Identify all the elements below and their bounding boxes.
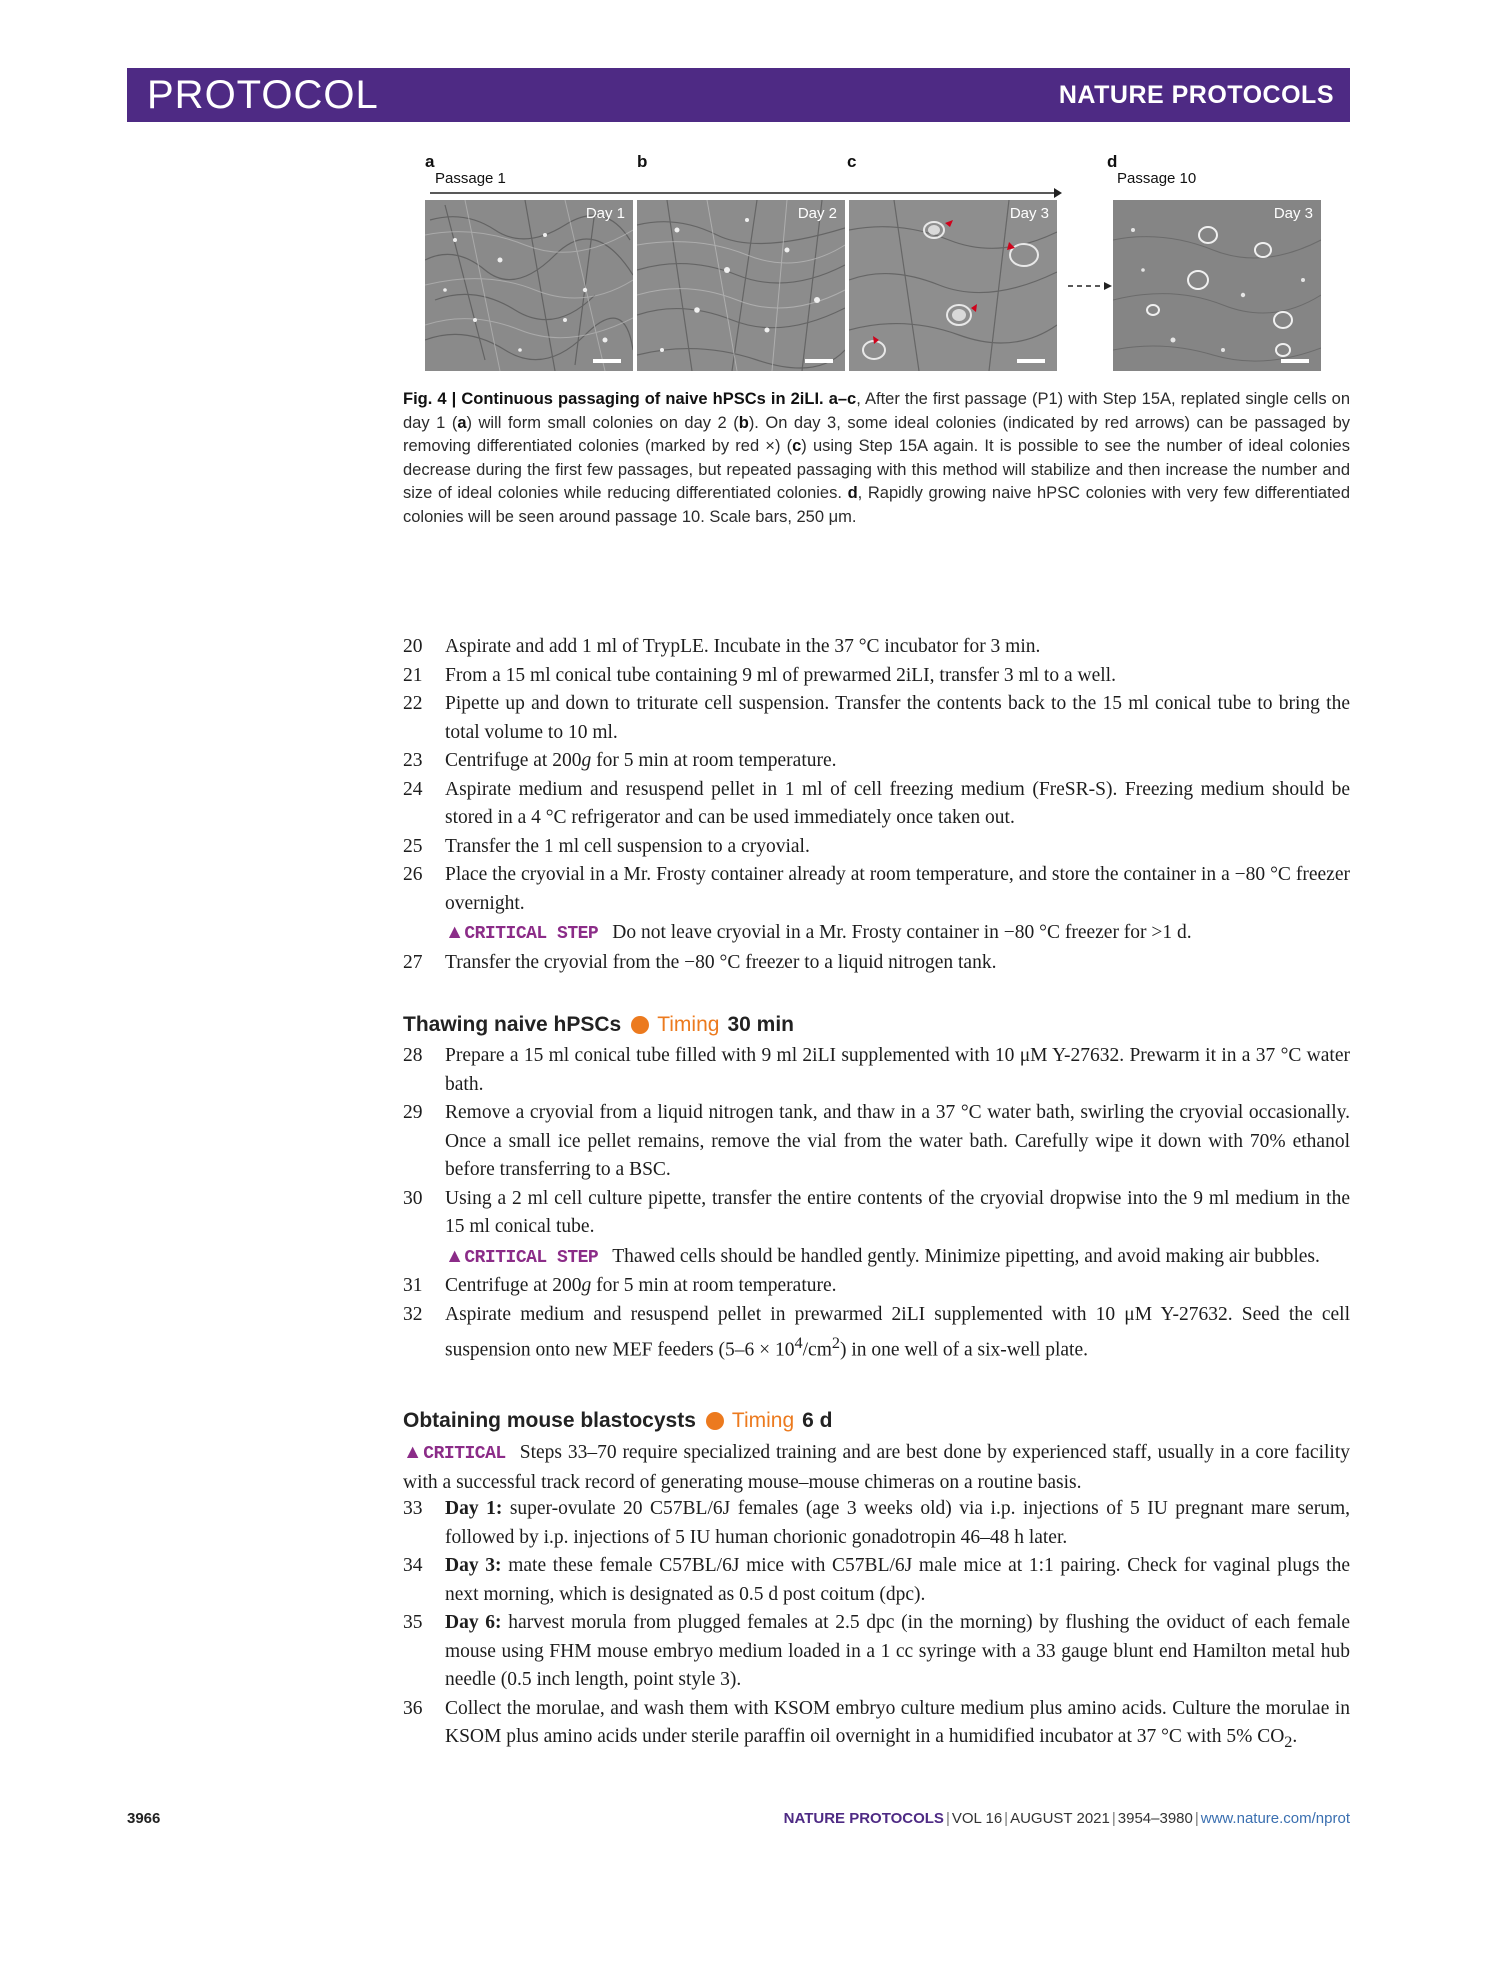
footer-separator: | [1111, 1810, 1116, 1827]
step-text [445, 1609, 1350, 1695]
footer-separator: | [1194, 1810, 1199, 1827]
dashed-arrow [1068, 280, 1112, 292]
step-text: Transfer the cryovial from the −80 °C freezer to a liquid nitrogen tank. [445, 951, 997, 973]
step-number: 34 [403, 1555, 423, 1576]
timing-dot-icon [631, 1016, 649, 1034]
header-protocol-label: PROTOCOL [147, 72, 379, 117]
step-text [445, 747, 1350, 776]
step-21 [403, 662, 1350, 691]
step-text: Transfer the 1 ml cell suspension to a cryovial. [445, 835, 810, 857]
step-text-part: /cm [802, 1339, 832, 1361]
step-number: 31 [403, 1275, 423, 1296]
step-text [445, 1495, 1350, 1552]
timing-label: Timing [731, 1409, 795, 1432]
micrograph-texture [425, 200, 633, 371]
micrograph-day1 [425, 200, 633, 371]
timing-value: 30 min [727, 1013, 794, 1036]
passage-label-10: Passage 10 [1117, 170, 1197, 187]
steps-freezing [403, 633, 1350, 977]
step-number: 24 [403, 778, 423, 800]
caption-ref-d: d [847, 484, 858, 502]
micrograph-texture [1113, 200, 1321, 371]
micrograph-texture [849, 200, 1057, 371]
step-27 [403, 949, 1350, 978]
step-text [445, 1695, 1350, 1757]
step-33 [403, 1495, 1350, 1552]
g-unit: g [581, 1275, 592, 1296]
step-text-part: ) in one well of a six-well plate. [840, 1339, 1089, 1361]
footer-date: AUGUST 2021 [1010, 1810, 1110, 1827]
critical-triangle-icon: ▲ [445, 921, 465, 943]
step-29 [403, 1099, 1350, 1185]
footer-journal: NATURE PROTOCOLS [783, 1810, 944, 1827]
micrograph-day3 [849, 200, 1057, 371]
section-title: Obtaining mouse blastocysts [403, 1409, 696, 1432]
passage-label-1: Passage 1 [435, 170, 506, 187]
critical-triangle-icon: ▲ [403, 1441, 424, 1463]
footer-separator: | [945, 1810, 950, 1827]
step-text-part: Centrifuge at 200 [445, 1275, 582, 1296]
step-text-part: . [1292, 1726, 1298, 1747]
micrograph-day2 [637, 200, 845, 371]
critical-text: Thawed cells should be handled gently. Minimize pipetting, and avoid making air bubbles. [612, 1245, 1320, 1267]
critical-triangle-icon: ▲ [445, 1244, 465, 1267]
footer-volume: VOL 16 [951, 1810, 1003, 1827]
superscript: 2 [831, 1334, 840, 1352]
steps-mouse [403, 1495, 1350, 1756]
step-text: Place the cryovial in a Mr. Frosty container already at room temperature, and store the container in a −80 °C freezer overnight. [445, 864, 1350, 914]
step-24 [403, 776, 1350, 833]
timing-dot-icon [706, 1412, 724, 1430]
steps-thawing [403, 1042, 1350, 1365]
timing-label: Timing [657, 1013, 720, 1036]
figure-caption [403, 388, 1350, 529]
page-number: 3966 [127, 1810, 161, 1827]
section-heading-thawing [403, 1013, 794, 1037]
caption-text: ) will form small colonies on day 2 ( [466, 413, 739, 432]
day-label: Day 3: [445, 1555, 502, 1576]
caption-ref-a: a [457, 413, 467, 432]
step-number: 20 [403, 636, 423, 657]
footer-pages: 3954–3980 [1117, 1810, 1193, 1827]
subscript: 2 [1284, 1732, 1293, 1751]
timeline-arrow [430, 187, 1062, 199]
step-text-part: for 5 min at room temperature. [591, 750, 837, 771]
day-label-b: Day 2 [797, 205, 837, 222]
step-text-part: super-ovulate 20 C57BL/6J females (age 3 weeks old) via i.p. injections of 5 IU pregnant mare serum, followed by i.p. injections of 5 IU human chorionic gonadotropin 46–48 h later. [445, 1498, 1350, 1548]
step-text-part: Centrifuge at 200 [445, 750, 582, 771]
step-text-part: Aspirate medium and resuspend pellet in prewarmed 2iLI supplemented with 10 μM Y-27632. Seed the cell suspension onto new MEF feeders (5–6 × 10 [445, 1303, 1350, 1361]
step-number: 30 [403, 1187, 423, 1209]
step-number: 36 [403, 1697, 423, 1719]
step-25 [403, 833, 1350, 862]
caption-ref-b: b [738, 413, 749, 432]
panel-letter-c: c [847, 152, 857, 171]
step-number: 32 [403, 1303, 423, 1325]
panel-letter-a: a [425, 152, 435, 171]
figure-4 [0, 0, 1489, 560]
header-journal-label: NATURE PROTOCOLS [1058, 80, 1334, 109]
panel-letter-b: b [637, 152, 648, 171]
micrograph-passage10 [1113, 200, 1321, 371]
panel-letter-d: d [1107, 152, 1118, 171]
scale-bar-c [1017, 359, 1045, 363]
step-26 [403, 861, 1350, 918]
critical-step-26 [403, 918, 1350, 949]
step-text [445, 1272, 1350, 1301]
step-32 [403, 1301, 1350, 1366]
caption-ref-c: c [792, 437, 802, 455]
critical-label: CRITICAL STEP [464, 924, 599, 944]
step-text [445, 1301, 1350, 1366]
step-text [445, 1552, 1350, 1609]
step-36 [403, 1695, 1350, 1757]
critical-label: CRITICAL STEP [464, 1247, 599, 1268]
step-number: 25 [403, 835, 423, 857]
footer-separator: | [1004, 1810, 1009, 1827]
step-text-part: for 5 min at room temperature. [591, 1275, 837, 1296]
step-number: 33 [403, 1498, 423, 1519]
day-label-c: Day 3 [1009, 205, 1049, 222]
caption-text: , After the first passage (P1) with Step 15A, replated single cells on day 1 ( [403, 390, 1350, 432]
step-number: 28 [403, 1045, 423, 1066]
caption-text: ). On day 3, some ideal colonies (indicated by red arrows) can be passaged by removing differentiated colonies (marked by red ×) ( [403, 413, 1351, 455]
footer-url-link[interactable]: www.nature.com/nprot [1200, 1810, 1350, 1827]
critical-mouse [403, 1438, 1350, 1497]
critical-label: CRITICAL [423, 1444, 506, 1464]
step-number: 35 [403, 1612, 423, 1633]
step-text: From a 15 ml conical tube containing 9 ml of prewarmed 2iLI, transfer 3 ml to a well. [445, 664, 1116, 686]
step-28 [403, 1042, 1350, 1099]
day-label-a: Day 1 [585, 205, 625, 222]
step-20 [403, 633, 1350, 662]
g-unit: g [581, 750, 592, 771]
caption-text: , Rapidly growing naive hPSC colonies with very few differentiated colonies will be seen around passage 10. Scale bars, 250 μm. [403, 484, 1351, 526]
step-number: 26 [403, 864, 423, 885]
caption-text: ) using Step 15A again. It is possible to see the number of ideal colonies decrease during the first few passages, but repeated passaging with this method will stabilize and then increase the number and size of ideal colonies while reducing differentiated colonies. [403, 437, 1350, 502]
step-35 [403, 1609, 1350, 1695]
step-text: Prepare a 15 ml conical tube filled with 9 ml 2iLI supplemented with 10 μM Y-27632. Prewarm it in a 37 °C water bath. [445, 1045, 1350, 1095]
critical-step-30 [403, 1242, 1350, 1273]
superscript: 4 [794, 1334, 803, 1352]
scale-bar-b [805, 359, 833, 363]
step-text: Aspirate and add 1 ml of TrypLE. Incubate in the 37 °C incubator for 3 min. [445, 636, 1041, 657]
step-number: 21 [403, 664, 423, 686]
step-text: Remove a cryovial from a liquid nitrogen tank, and thaw in a 37 °C water bath, swirling the cryovial occasionally. Once a small ice pellet remains, remove the vial from the water bath. Carefully wipe it down with 70% ethanol before transferring to a BSC. [445, 1102, 1350, 1180]
step-23 [403, 747, 1350, 776]
section-title: Thawing naive hPSCs [403, 1013, 622, 1036]
step-31 [403, 1272, 1350, 1301]
step-number: 29 [403, 1102, 423, 1123]
step-text: Aspirate medium and resuspend pellet in 1 ml of cell freezing medium (FreSR-S). Freezing medium should be stored in a 4 °C refrigerator and can be used immediately once taken out. [445, 778, 1350, 828]
footer-citation [784, 1810, 1350, 1827]
step-text-part: mate these female C57BL/6J mice with C57BL/6J male mice at 1:1 pairing. Check for vaginal plugs the next morning, which is designated as 0.5 d post coitum (dpc). [445, 1555, 1350, 1605]
step-34 [403, 1552, 1350, 1609]
timing-value: 6 d [802, 1409, 833, 1432]
step-30 [403, 1185, 1350, 1242]
micrograph-texture [637, 200, 845, 371]
scale-bar-a [593, 359, 621, 363]
critical-text: Do not leave cryovial in a Mr. Frosty container in −80 °C freezer for >1 d. [612, 922, 1192, 943]
step-number: 23 [403, 750, 423, 771]
caption-ac-label: a–c [828, 390, 857, 408]
step-text-part: harvest morula from plugged females at 2.5 dpc (in the morning) by flushing the oviduct of each female mouse using FHM mouse embryo medium loaded in a 1 cc syringe with a 33 gauge blunt end Hamilton metal hub needle (0.5 inch length, point style 3). [445, 1612, 1350, 1690]
step-text: Pipette up and down to triturate cell suspension. Transfer the contents back to the 15 ml conical tube to bring the total volume to 10 ml. [445, 693, 1350, 743]
step-text-part: Collect the morulae, and wash them with KSOM embryo culture medium plus amino acids. Culture the morulae in KSOM plus amino acids under sterile paraffin oil overnight in a humidified incubator at 37 °C with 5% CO [445, 1697, 1350, 1747]
day-label: Day 1: [445, 1498, 503, 1519]
day-label-d: Day 3 [1273, 205, 1313, 222]
critical-text: Steps 33–70 require specialized training and are best done by experienced staff, usually in a core facility with a successful track record of generating mouse–mouse chimeras on a routine basis. [403, 1442, 1350, 1493]
day-label: Day 6: [445, 1612, 502, 1633]
scale-bar-d [1281, 359, 1309, 363]
caption-fig-label: Fig. 4 | Continuous passaging of naive hPSCs in 2iLI. [403, 390, 824, 408]
step-number: 22 [403, 693, 423, 714]
section-heading-mouse [403, 1409, 832, 1433]
step-number: 27 [403, 951, 423, 973]
step-22 [403, 690, 1350, 747]
step-text: Using a 2 ml cell culture pipette, transfer the entire contents of the cryovial dropwise into the 9 ml medium in the 15 ml conical tube. [445, 1187, 1350, 1237]
